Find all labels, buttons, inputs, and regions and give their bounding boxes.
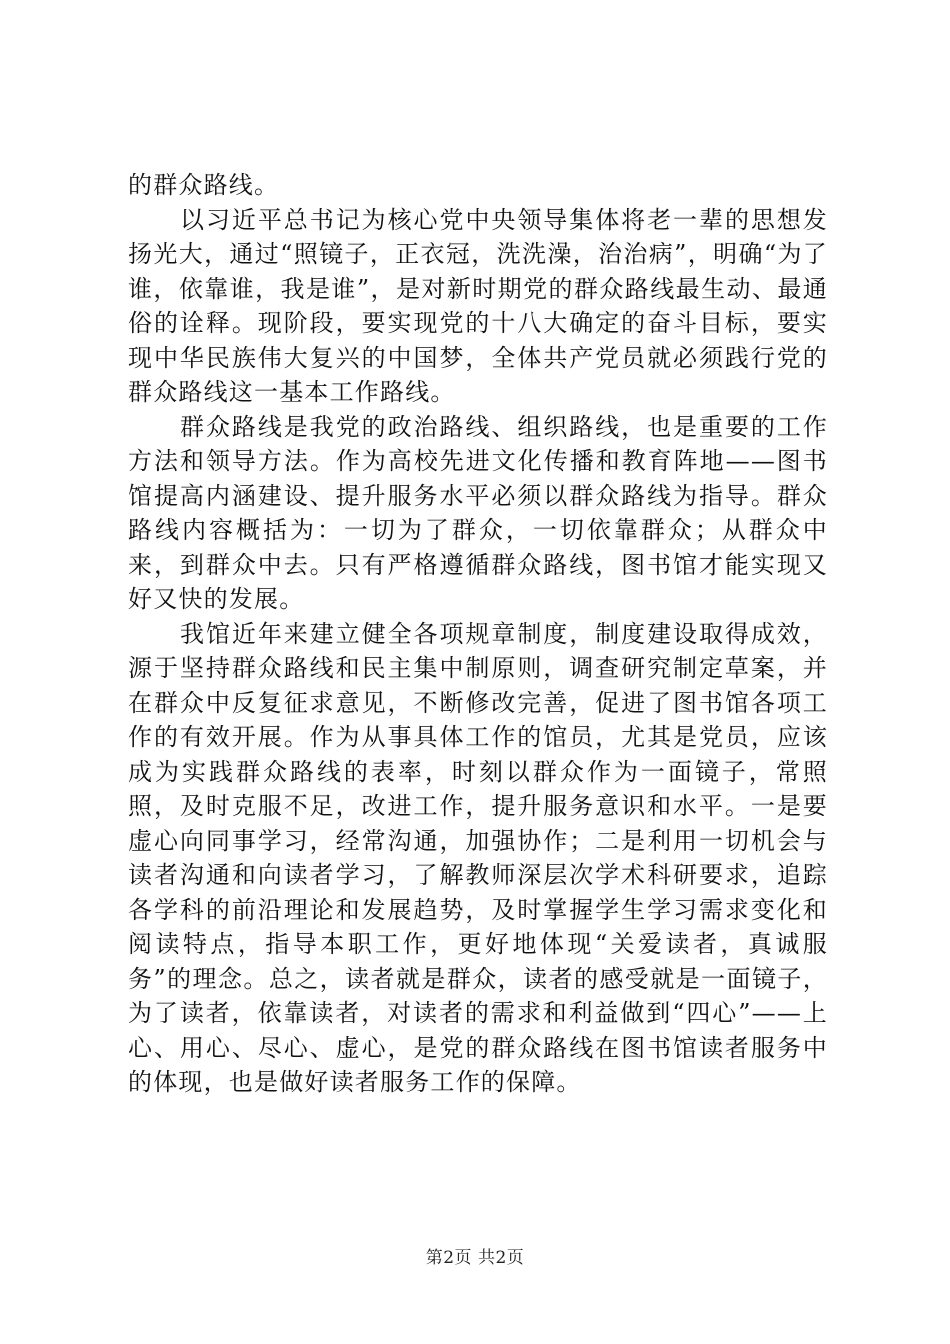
paragraph-continuation: 的群众路线。 [128, 171, 280, 199]
paragraph-1: 以习近平总书记为核心党中央领导集体将老一辈的思想发扬光大，通过“照镜子，正衣冠，洗洗澡，治治病”，明确“为了谁，依靠谁，我是谁”，是对新时期党的群众路线最生动、最通俗的诠释。现阶段，要实现党的十八大确定的奋斗目标，要实现中华民族伟大复兴的中国梦，全体共产党员就必须践行党的群众路线这一基本工作路线。 [128, 205, 828, 406]
paragraph-3: 我馆近年来建立健全各项规章制度，制度建设取得成效，源于坚持群众路线和民主集中制原则，调查研究制定草案，并在群众中反复征求意见，不断修改完善，促进了图书馆各项工作的有效开展。作为从事具体工作的馆员，尤其是党员，应该成为实践群众路线的表率，时刻以群众作为一面镜子，常照照，及时克服不足，改进工作，提升服务意识和水平。一是要虚心向同事学习，经常沟通，加强协作；二是利用一切机会与读者沟通和向读者学习，了解教师深层次学术科研要求，追踪各学科的前沿理论和发展趋势，及时掌握学生学习需求变化和阅读特点，指导本职工作，更好地体现“关爱读者，真诚服务”的理念。总之，读者就是群众，读者的感受就是一面镜子，为了读者，依靠读者，对读者的需求和利益做到“四心”——上心、用心、尽心、虚心，是党的群众路线在图书馆读者服务中的体现，也是做好读者服务工作的保障。 [128, 619, 828, 1096]
document-body [128, 168, 828, 1100]
paragraph-2: 群众路线是我党的政治路线、组织路线，也是重要的工作方法和领导方法。作为高校先进文化传播和教育阵地——图书馆提高内涵建设、提升服务水平必须以群众路线为指导。群众路线内容概括为：一切为了群众，一切依靠群众；从群众中来，到群众中去。只有严格遵循群众路线，图书馆才能实现又好又快的发展。 [128, 412, 828, 613]
page-number-footer: 第2页 共2页 [425, 1248, 525, 1268]
